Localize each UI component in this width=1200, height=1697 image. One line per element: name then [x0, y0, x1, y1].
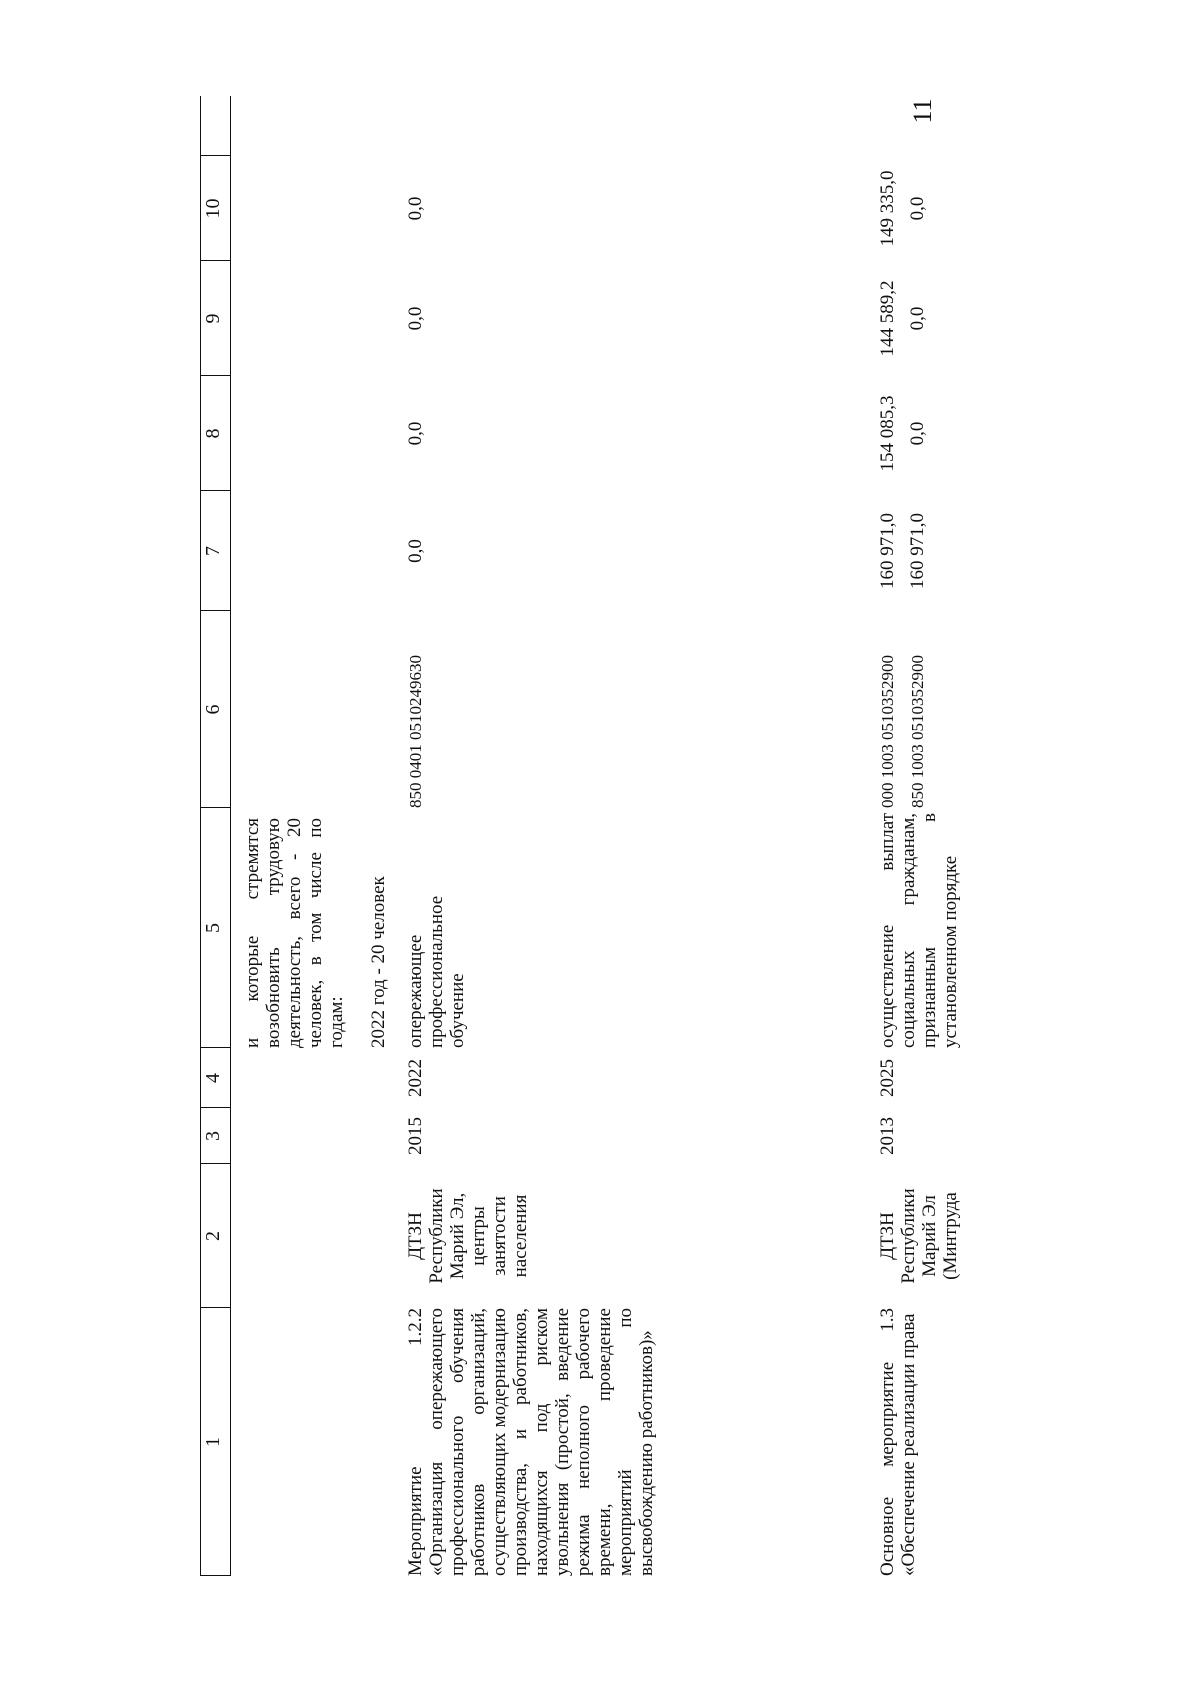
cell-col5-result-year: 2022 год - 20 человек [368, 876, 389, 1048]
cell-executor: ДТЗН Республики Марий Эл, центры занятости населения [405, 1188, 531, 1284]
cell-value-2023-republic: 160 971,0 [907, 513, 928, 589]
cell-value-2023-total: 160 971,0 [877, 513, 898, 589]
header-bottom-border [230, 96, 231, 1576]
header-col-6: 6 [202, 704, 224, 715]
header-col-8: 8 [202, 428, 224, 439]
cell-measure-name: Мероприятие 1.2.2 «Организация опережающего профессионального обучения работников организаций, осуществляющих модернизацию производства, и работников, находящихся под риском увольнения (простой, введение режима неполного рабочего времени, проведение мероприятий по высвобождению работников)» [405, 1308, 657, 1576]
cell-value-2025-republic: 0,0 [907, 306, 928, 331]
cell-start-year: 2013 [877, 1117, 898, 1155]
cell-start-year: 2015 [405, 1117, 426, 1155]
cell-value-2026: 0,0 [405, 196, 426, 221]
cell-col5-result: и которые стремятся возобновить трудовую деятельность, всего - 20 человек, в том числе по годам: [242, 818, 347, 1048]
cell-value-2025-total: 144 589,2 [877, 280, 898, 357]
cell-end-year: 2022 [405, 1059, 426, 1097]
cell-budget-code-total: 000 1003 0510352900 [878, 655, 897, 808]
header-col-10: 10 [202, 198, 224, 219]
table-header [200, 96, 230, 1576]
header-col-3: 3 [202, 1131, 224, 1141]
cell-value-2024: 0,0 [405, 421, 426, 446]
cell-executor: ДТЗН Республики Марий Эл (Минтруда [877, 1188, 961, 1284]
header-col-7: 7 [202, 546, 224, 556]
cell-value-2024-republic: 0,0 [907, 421, 928, 446]
header-col-4: 4 [202, 1073, 224, 1083]
cell-result: опережающее профессиональное обучение [405, 895, 468, 1048]
cell-end-year: 2025 [877, 1059, 898, 1097]
cell-budget-code-republic: 850 1003 0510352900 [908, 655, 927, 808]
cell-value-2026-republic: 0,0 [907, 196, 928, 221]
header-top-border [200, 96, 201, 1576]
header-col-5: 5 [202, 923, 224, 933]
page-number: 11 [908, 98, 937, 124]
cell-value-2024-total: 154 085,3 [877, 395, 898, 472]
cell-budget-code: 850 0401 0510249630 [406, 655, 425, 808]
cell-result: осуществление выплат социальных гражданам, признанным в установленном порядке [877, 813, 961, 1048]
rotated-table [200, 96, 1000, 1576]
cell-value-2023: 0,0 [405, 539, 426, 563]
cell-value-2025: 0,0 [405, 306, 426, 331]
header-col-9: 9 [202, 313, 224, 324]
header-col-2: 2 [202, 1231, 224, 1241]
header-col-1: 1 [202, 1437, 224, 1447]
cell-measure-name: Основное мероприятие 1.3 «Обеспечение реализации права [877, 1308, 919, 1576]
cell-value-2026-total: 149 335,0 [877, 170, 898, 247]
